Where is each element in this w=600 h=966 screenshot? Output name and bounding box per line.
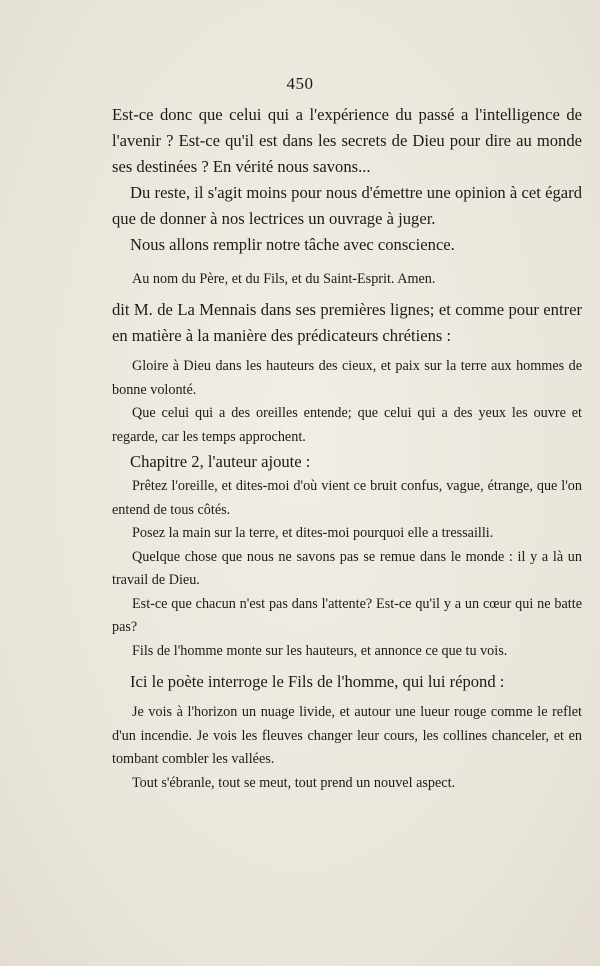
paragraph-poete: Ici le poète interroge le Fils de l'homme, qui lui répond : — [130, 672, 505, 691]
quote-fils: Fils de l'homme monte sur les hauteurs, et annonce ce que tu vois. — [132, 642, 508, 659]
paragraph-2: Du reste, il s'agit moins pour nous d'émettre une opinion à cet égard que de donner à nos lectrices un ouvrage à juger. — [112, 183, 582, 228]
quote-ebranle: Tout s'ébranle, tout se meut, tout prend un nouvel aspect. — [132, 774, 456, 791]
quote-attente: Est-ce que chacun n'est pas dans l'attente? Est-ce qu'il y a un cœur qui ne batte pas? — [112, 595, 582, 635]
page-text — [112, 102, 582, 795]
quote-invocation: Au nom du Père, et du Fils, et du Saint-Esprit. Amen. — [132, 271, 436, 287]
paragraph-3: Nous allons remplir notre tâche avec conscience. — [130, 235, 455, 254]
quote-gloire: Gloire à Dieu dans les hauteurs des cieux, et paix sur la terre aux hommes de bonne volonté. — [112, 358, 582, 398]
quote-pretez: Prêtez l'oreille, et dites-moi d'où vient ce bruit confus, vague, étrange, que l'on entend de tous côtés. — [112, 478, 582, 518]
quote-oreilles: Que celui qui a des oreilles entende; que celui qui a des yeux les ouvre et regarde, car les temps approchent. — [112, 405, 582, 445]
paragraph-1: Est-ce donc que celui qui a l'expérience du passé a l'intelligence de l'avenir ? Est-ce qu'il est dans les secrets de Dieu pour dire au monde ses destinées ? En vérité nous savons... — [112, 105, 582, 176]
page-number: 450 — [286, 74, 314, 93]
quote-horizon: Je vois à l'horizon un nuage livide, et autour une lueur rouge comme le reflet d'un incendie. Je vois les fleuves changer leur cours, les collines chanceler, et en tombant combler les vallées. — [112, 704, 582, 767]
paragraph-chapitre: Chapitre 2, l'auteur ajoute : — [130, 452, 311, 471]
quote-posez: Posez la main sur la terre, et dites-moi pourquoi elle a tressailli. — [132, 525, 494, 541]
paragraph-4: dit M. de La Mennais dans ses premières lignes; et comme pour entrer en matière à la manière des prédicateurs chrétiens : — [112, 300, 582, 345]
quote-quelque: Quelque chose que nous ne savons pas se remue dans le monde : il y a là un travail de Dieu. — [112, 548, 582, 588]
